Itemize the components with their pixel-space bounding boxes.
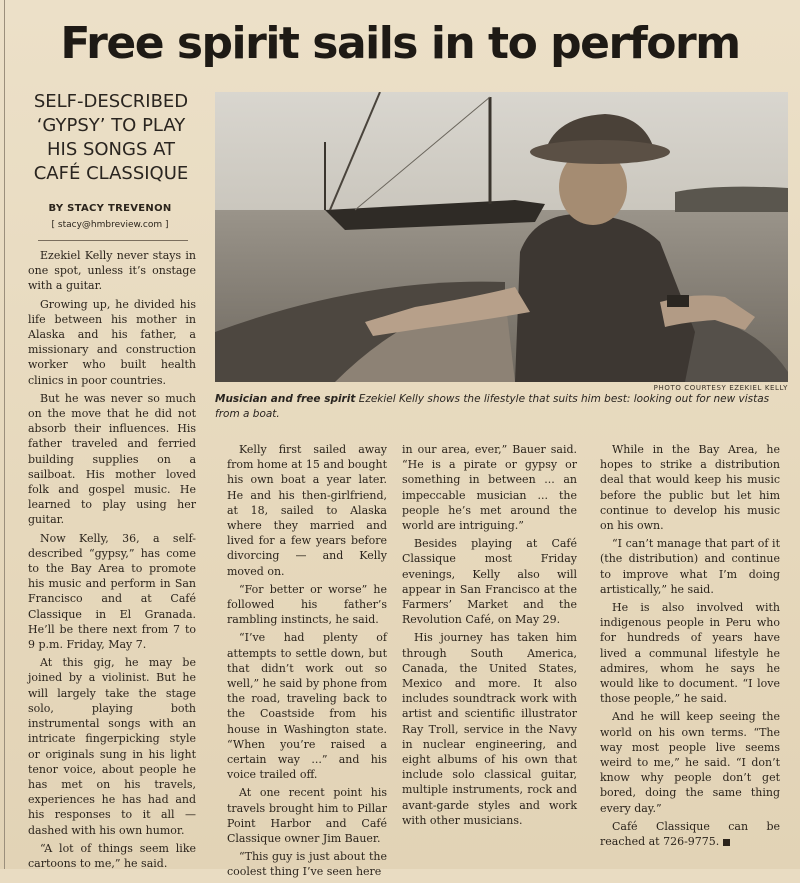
paragraph: He is also involved with indigenous people in Peru who for hundreds of years have lived a communal lifestyle he admires, whom he says he would like to document. “I love those people,” he said. bbox=[600, 601, 780, 706]
caption-lead: Musician and free spirit bbox=[215, 393, 356, 405]
article-column-4 bbox=[600, 442, 780, 852]
paragraph: At one recent point his travels brought him to Pillar Point Harbor and Café Classique owner Jim Bauer. bbox=[227, 786, 387, 846]
paragraph: At this gig, he may be joined by a violinist. But he will largely take the stage solo, playing both instrumental songs with an intricate fingerpicking style or originals sung in his light tenor voice, about people he has met on his travels, experiences he has had and his responses to it all — dashed with his own humor. bbox=[28, 656, 196, 837]
headline: Free spirit sails in to perform bbox=[60, 18, 740, 69]
paragraph: “This guy is just about the coolest thing I’ve seen here bbox=[227, 850, 387, 879]
paragraph: “I’ve had plenty of attempts to settle down, but that didn’t work out so well,” he said by phone from the road, traveling back to the Coastside from his house in Washington state. “When you’re raised a certain way ...” and his voice trailed off. bbox=[227, 631, 387, 782]
photo-rowboat bbox=[215, 92, 788, 382]
deck-line: HIS SONGS AT bbox=[46, 139, 176, 160]
paragraph: Growing up, he divided his life between his mother in Alaska and his father, a missionary and construction worker who built health clinics in poor countries. bbox=[28, 297, 196, 387]
paragraph: “A lot of things seem like cartoons to me,” he said. bbox=[28, 841, 196, 870]
deck-line: SELF-DESCRIBED bbox=[33, 91, 189, 112]
paragraph: Now Kelly, 36, a self-described “gypsy,” has come to the Bay Area to promote his music and perform in San Francisco and at Café Classique in El Granada. He’ll be there next from 7 to 9 p.m. Friday, May 7. bbox=[28, 531, 196, 652]
page-edge-line bbox=[4, 0, 5, 869]
byline: BY STACY TREVENON bbox=[48, 203, 172, 214]
photo-credit: PHOTO COURTESY EZEKIEL KELLY bbox=[653, 384, 788, 392]
article-column-1 bbox=[28, 248, 196, 874]
end-mark-icon bbox=[723, 839, 730, 846]
closing-line: Café Classique can be reached at 726-9775. bbox=[600, 819, 780, 849]
photo-illustration bbox=[215, 92, 788, 382]
deck-line: CAFÉ CLASSIQUE bbox=[33, 163, 189, 184]
deck-line: ‘GYPSY’ TO PLAY bbox=[36, 115, 186, 136]
photo-caption bbox=[215, 392, 788, 422]
paragraph: And he will keep seeing the world on his own terms. “The way most people live seems weird to me,” he said. “I don’t know why people don’t get bored, doing the same thing every day.” bbox=[600, 710, 780, 815]
paragraph: “I can’t manage that part of it (the distribution) and continue to improve what I’m doing artistically,” he said. bbox=[600, 537, 780, 596]
article-column-3 bbox=[402, 442, 577, 831]
paragraph: “For better or worse” he followed his father’s rambling instincts, he said. bbox=[227, 582, 387, 627]
article-column-2 bbox=[227, 442, 387, 883]
byline-rule bbox=[38, 240, 188, 241]
paragraph: His journey has taken him through South America, Canada, the United States, Mexico and more. It also includes soundtrack work with artist and scientific illustrator Ray Troll, service in the Navy in nuclear engineering, and eight albums of his own that include solo classical guitar, multiple instruments, rock and avant-garde styles and work with other musicians. bbox=[402, 631, 577, 827]
author-email: [ stacy@hmbreview.com ] bbox=[51, 220, 169, 230]
paragraph: Besides playing at Café Classique most Friday evenings, Kelly also will appear in San Francisco at the Farmers’ Market and the Revolution Café, on May 29. bbox=[402, 537, 577, 627]
paragraph: But he was never so much on the move that he did not absorb their influences. His father traveled and ferried building supplies on a sailboat. His mother loved folk and gospel music. He learned to play using her guitar. bbox=[28, 391, 196, 527]
paragraph bbox=[600, 819, 780, 849]
paragraph: Kelly first sailed away from home at 15 and bought his own boat a year later. He and his then-girlfriend, at 18, sailed to Alaska where they married and lived for a few years before divorcing — and Kelly moved on. bbox=[227, 443, 387, 578]
caption-text: Ezekiel Kelly shows the lifestyle that suits him best: looking out for new vistas from a boat. bbox=[215, 393, 770, 420]
paragraph: in our area, ever,” Bauer said. “He is a pirate or gypsy or something in between ... an impeccable musician ... the people he’s met around the world are intriguing.” bbox=[402, 443, 577, 533]
paragraph: While in the Bay Area, he hopes to strike a distribution deal that would keep his music before the public but let him continue to develop his music on his own. bbox=[600, 443, 780, 533]
deck bbox=[22, 90, 200, 186]
paragraph: Ezekiel Kelly never stays in one spot, unless it’s onstage with a guitar. bbox=[28, 249, 196, 293]
